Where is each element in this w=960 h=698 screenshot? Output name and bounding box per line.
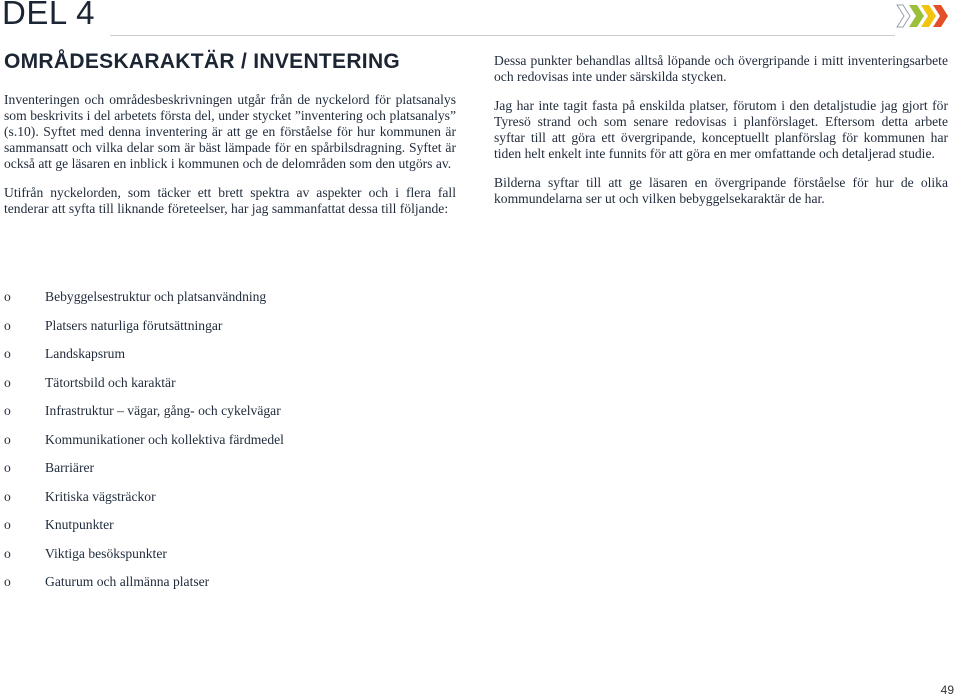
- list-item: [4, 430, 284, 459]
- list-bullet: o: [4, 289, 11, 304]
- right-paragraph-2: Jag har inte tagit fasta på enskilda platser, förutom i den detaljstudie jag gjort för Tyresö strand och som senare redovisas i planförslaget. Eftersom detta arbete syftar till att göra ett övergripande, konceptuellt planförslag för kommunen har tiden helt enkelt inte funnits för att göra en mer omfattande och detaljerad studie.: [494, 98, 948, 161]
- list-item: [4, 487, 284, 516]
- list-bullet: o: [4, 517, 11, 532]
- list-item-text: Kritiska vägsträckor: [45, 488, 156, 504]
- section-title: OMRÅDESKARAKTÄR / INVENTERING: [4, 50, 401, 73]
- list-item-text: Knutpunkter: [45, 517, 114, 532]
- list-bullet: o: [4, 460, 11, 475]
- keyword-list: [4, 287, 284, 601]
- list-item-text: Bebyggelsestruktur och platsanvändning: [45, 289, 267, 304]
- list-item: [4, 373, 284, 402]
- list-item-text: Platsers naturliga förutsättningar: [45, 317, 223, 333]
- list-bullet: o: [4, 574, 11, 589]
- left-column: [4, 92, 456, 230]
- list-bullet: o: [4, 346, 11, 361]
- list-item: [4, 287, 284, 316]
- right-column: [494, 53, 948, 220]
- list-item: [4, 572, 284, 601]
- right-paragraph-3: Bilderna syftar till att ge läsaren en övergripande förståelse för hur de olika kommundelarna ser ut och vilken bebyggelsekaraktär de har.: [494, 175, 948, 206]
- list-item-text: Kommunikationer och kollektiva färdmedel: [45, 431, 284, 447]
- list-bullet: o: [4, 374, 11, 390]
- list-item-text: Tätortsbild och karaktär: [45, 374, 176, 390]
- list-item-text: Barriärer: [45, 460, 95, 475]
- list-item-text: Viktiga besökspunkter: [45, 545, 167, 561]
- list-item: [4, 401, 284, 430]
- list-item: [4, 515, 284, 544]
- part-label: DEL 4: [2, 0, 95, 31]
- right-paragraph-1: Dessa punkter behandlas alltså löpande och övergripande i mitt inventeringsarbete och redovisas inte under särskilda stycken.: [494, 53, 948, 84]
- list-item: [4, 544, 284, 573]
- list-bullet: o: [4, 488, 11, 504]
- list-bullet: o: [4, 545, 11, 561]
- chevron-logo-icon: [895, 3, 950, 29]
- list-item: [4, 316, 284, 345]
- list-item-text: Landskapsrum: [45, 346, 126, 361]
- list-item: [4, 344, 284, 373]
- left-paragraph-2: Utifrån nyckelorden, som täcker ett brett spektra av aspekter och i flera fall tenderar att syfta till liknande företeelser, har jag sammanfattat dessa till följande:: [4, 185, 456, 216]
- list-item-text: Gaturum och allmänna platser: [45, 574, 210, 589]
- left-paragraph-1: Inventeringen och områdesbeskrivningen utgår från de nyckelord för platsanalys som beskrivits i del arbetets första del, under stycket ”inventering och platsanalys” (s.10). Syftet med denna inventering är att ge en förståelse för hur kommunen är sammansatt och vilka delar som är bäst lämpade för en spårbilsdragning. Syftet är också att ge läsaren en inblick i kommunen och de delområden som den utgörs av.: [4, 92, 456, 171]
- chevron-2: [909, 5, 924, 27]
- list-bullet: o: [4, 431, 11, 447]
- list-item-text: Infrastruktur – vägar, gång- och cykelvägar: [45, 403, 281, 418]
- header-divider: [110, 35, 895, 36]
- list-bullet: o: [4, 403, 11, 418]
- list-bullet: o: [4, 317, 11, 333]
- page-number: 49: [940, 683, 954, 697]
- chevron-1: [897, 5, 910, 27]
- list-item: [4, 458, 284, 487]
